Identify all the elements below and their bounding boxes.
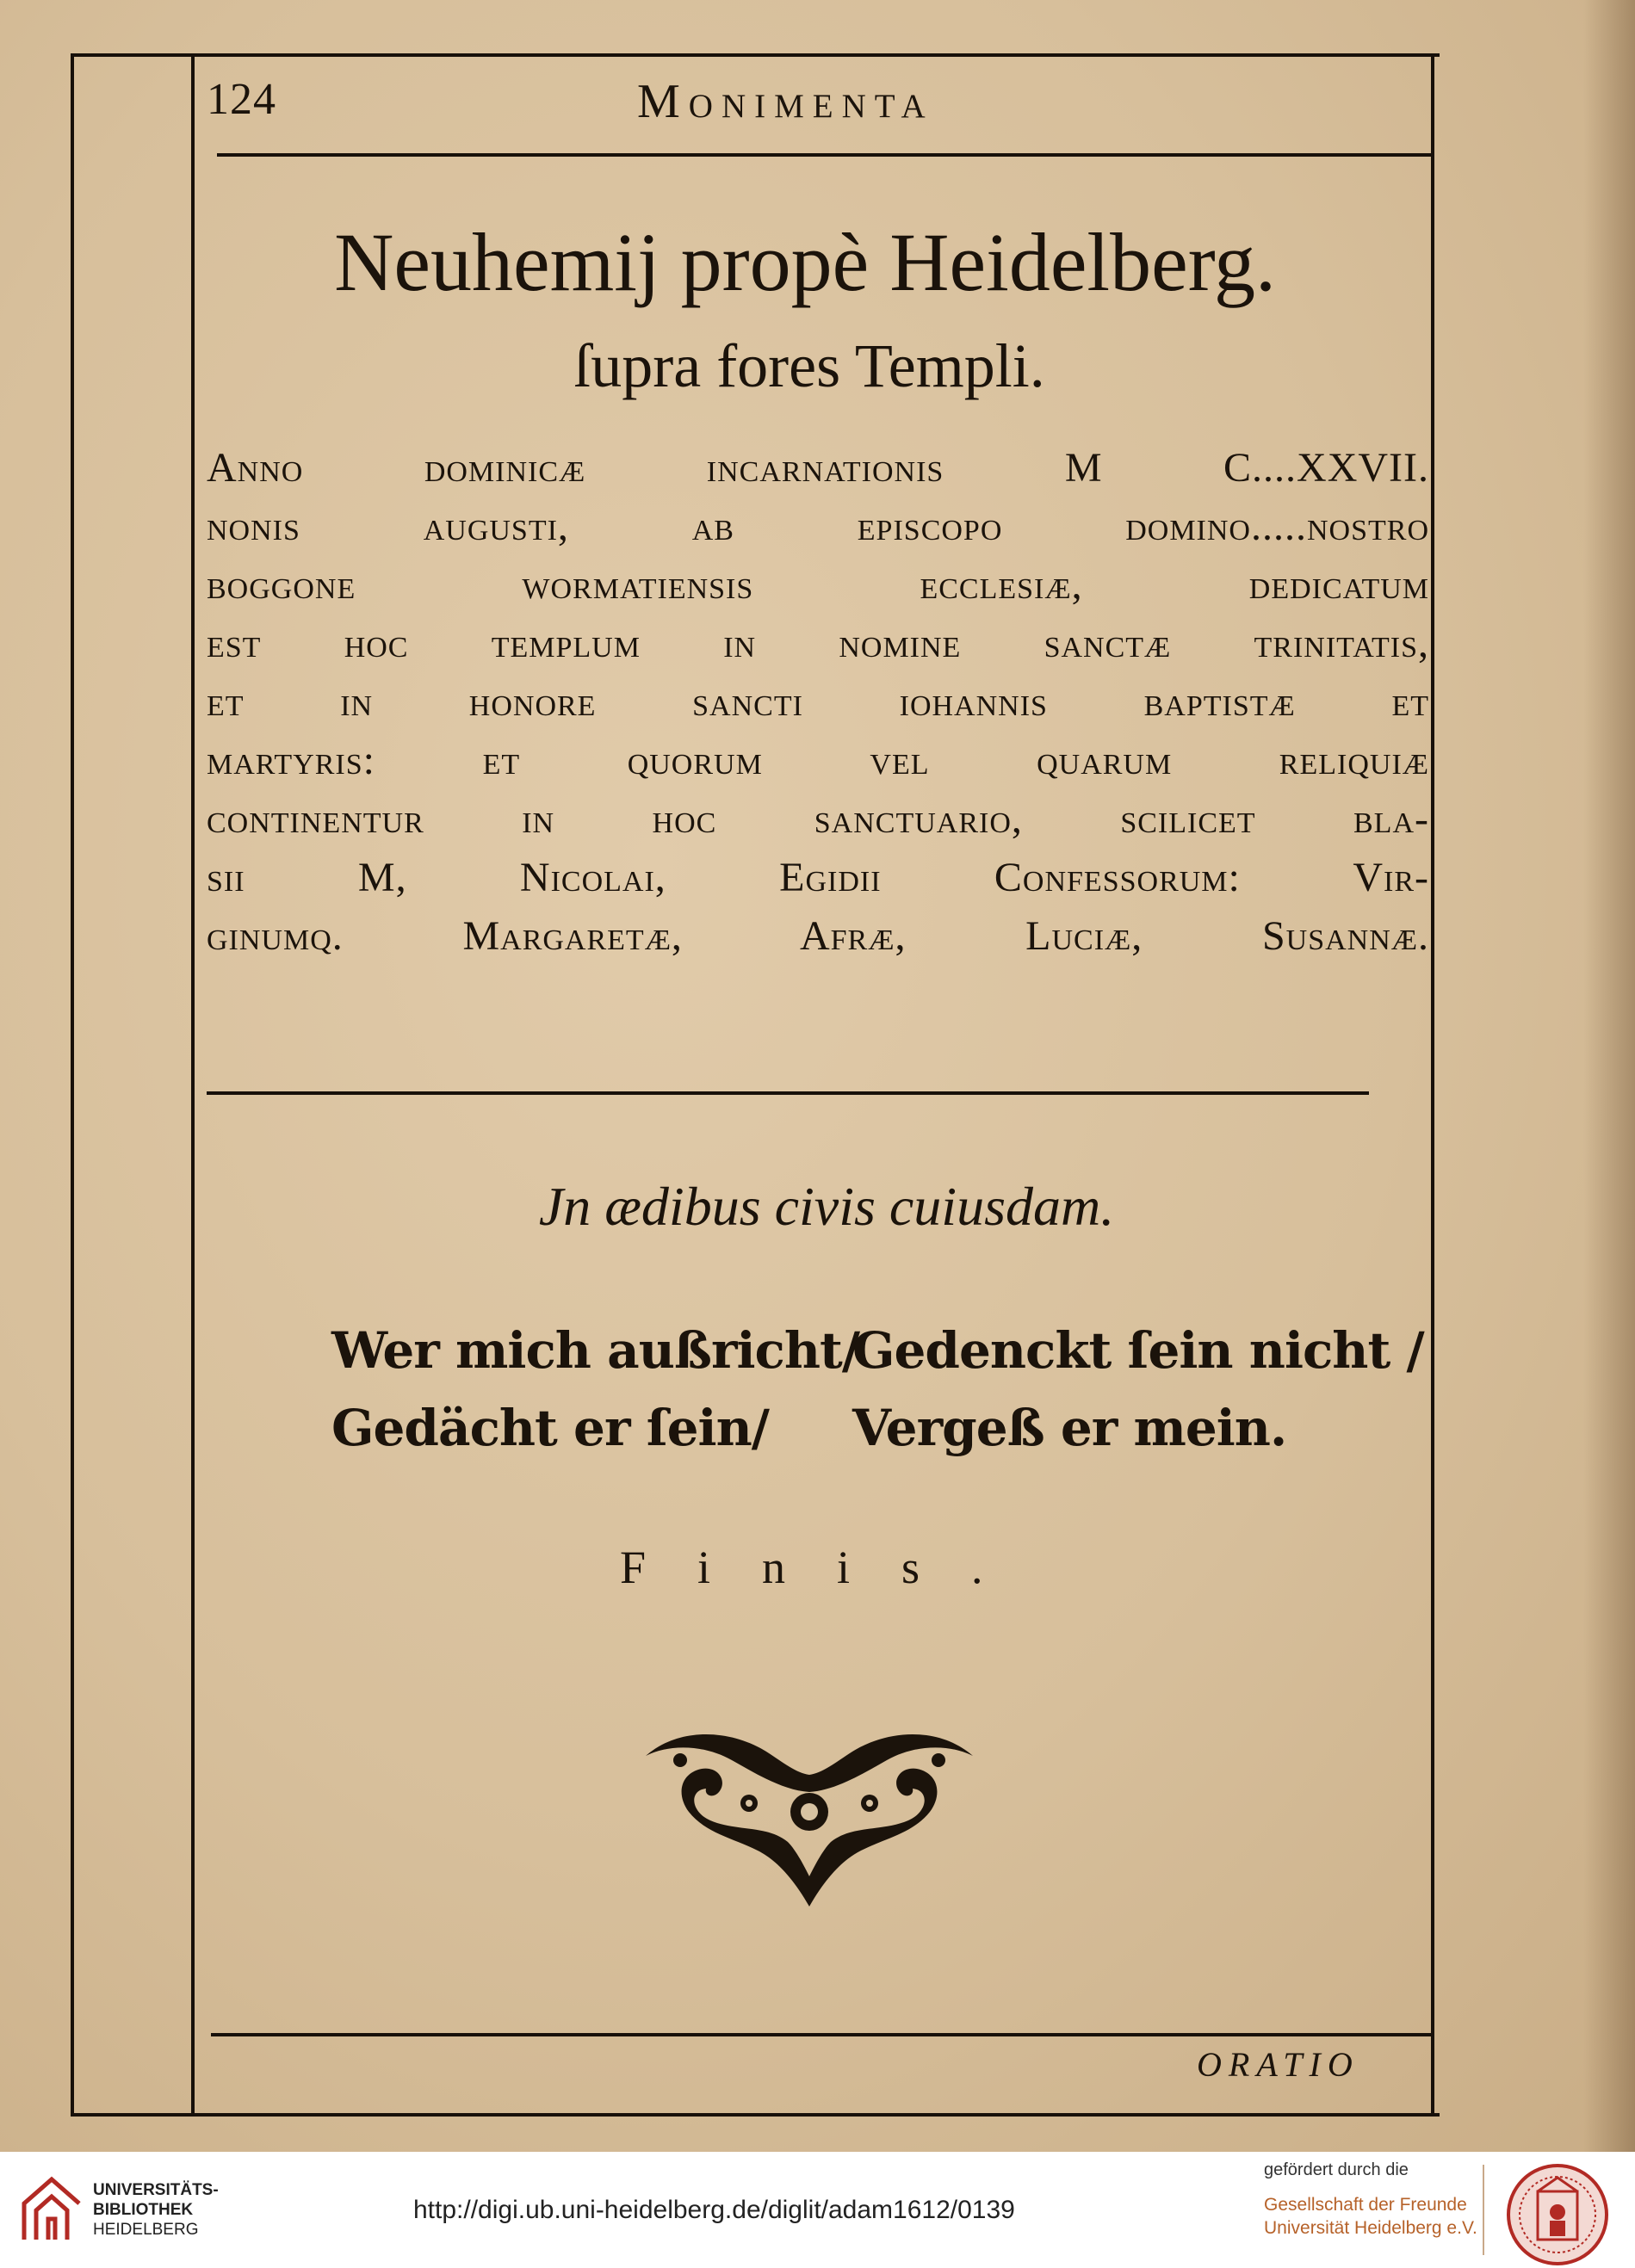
inscription-text <box>207 439 1429 966</box>
verse-line-right-1: Gedenckt ſein nicht / <box>852 1321 1424 1380</box>
page-number: 124 <box>207 75 276 124</box>
frame-left-inner <box>191 53 195 2115</box>
ornament-icon <box>629 1721 990 1911</box>
inscription-line: sii M, Nicolai, Egidii Confessorum: Vir- <box>207 855 1429 900</box>
frame-left-outer <box>71 53 74 2115</box>
verse-line-right-2: Vergeß er mein. <box>852 1399 1287 1457</box>
sponsor-line: Gesellschaft der Freunde <box>1264 2195 1467 2215</box>
finis: Finis. <box>620 1542 1035 1593</box>
frame-right-rule <box>1431 53 1434 2115</box>
sponsor-name <box>1264 2193 1477 2240</box>
page-subtitle: ſupra fores Templi. <box>573 331 1045 400</box>
frame-top-rule <box>71 53 1440 57</box>
library-name-line: UNIVERSITÄTS- <box>93 2181 219 2199</box>
permalink-url[interactable]: http://digi.ub.uni-heidelberg.de/diglit/adam1612/0139 <box>413 2196 1015 2224</box>
bottom-rule <box>211 2033 1431 2036</box>
running-title: Monimenta <box>637 75 934 128</box>
inscription-line: martyris: et quorum vel quarum reliquiæ <box>207 738 1429 783</box>
verse-line-left-2: Gedächt er ſein/ <box>331 1399 769 1457</box>
section-heading: Jn ædibus civis cuiusdam. <box>538 1176 1115 1237</box>
verse-line-left-1: Wer mich außricht/ <box>331 1321 860 1380</box>
page-title: Neuhemij propè Heidelberg. <box>334 216 1276 308</box>
catchword: ORATIO <box>1197 2045 1359 2084</box>
inscription-line: et in honore sancti iohannis baptistæ et <box>207 679 1429 725</box>
frame-bottom-rule <box>71 2113 1440 2117</box>
inscription-line: ginumq. Margaretæ, Afræ, Luciæ, Susannæ. <box>207 913 1429 959</box>
university-seal-icon <box>1505 2162 1610 2267</box>
inscription-line: est hoc templum in nomine sanctæ trinitatis, <box>207 621 1429 666</box>
inscription-line: continentur in hoc sanctuario, scilicet bla- <box>207 796 1429 842</box>
footer-divider <box>1483 2165 1484 2255</box>
library-name-line: BIBLIOTHEK <box>93 2201 194 2219</box>
sponsor-label: gefördert durch die <box>1264 2160 1409 2179</box>
sponsor-line: Universität Heidelberg e.V. <box>1264 2218 1477 2238</box>
library-name <box>93 2180 219 2240</box>
inscription-line: Anno dominicæ incarnationis M C....XXVII. <box>207 445 1429 491</box>
inscription-line: nonis augusti, ab episcopo domino.....nostro <box>207 504 1429 549</box>
library-name-line: HEIDELBERG <box>93 2221 199 2239</box>
inscription-line: boggone wormatiensis ecclesiæ, dedicatum <box>207 562 1429 608</box>
section-divider <box>207 1091 1369 1095</box>
header-rule <box>217 153 1431 157</box>
library-logo-icon <box>17 2169 86 2246</box>
